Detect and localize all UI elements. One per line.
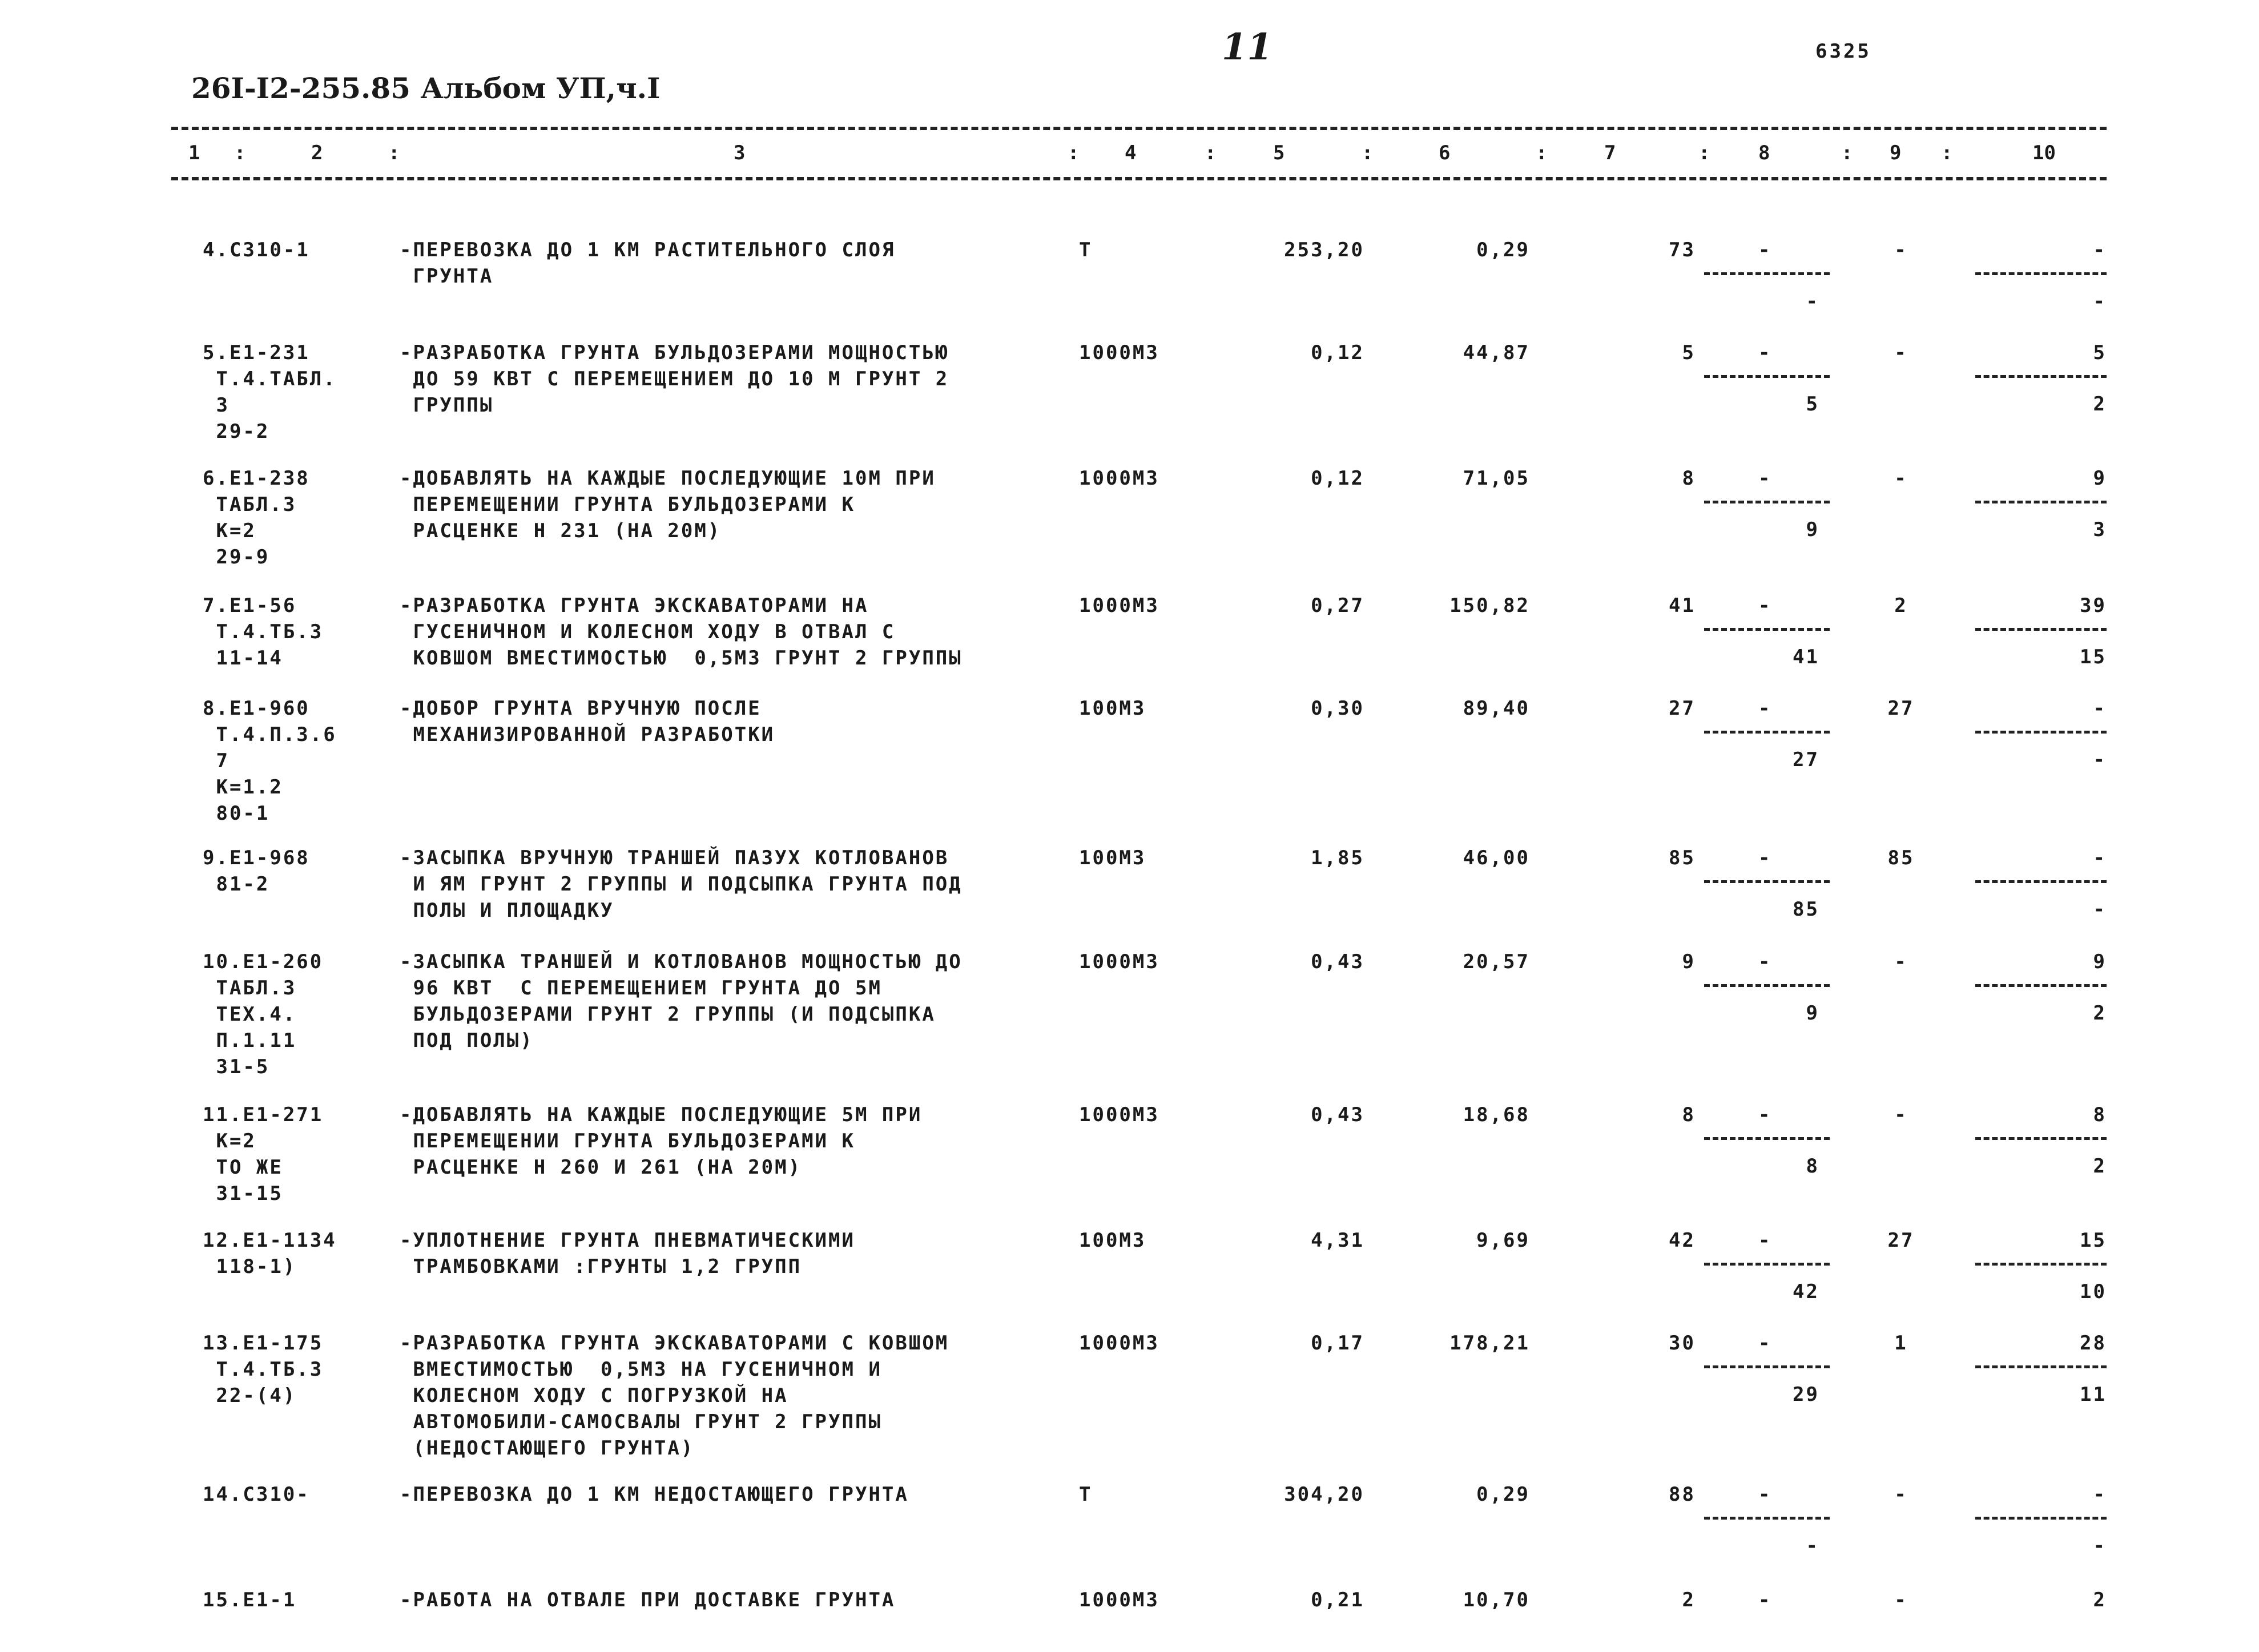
total-cost: 2 (1682, 1589, 1696, 1611)
unit-of-measure: 100М3 (1079, 847, 1146, 869)
sheet-number: 6325 (1815, 40, 1871, 63)
quantity: 0,12 (1311, 341, 1364, 364)
quantity: 0,27 (1311, 594, 1364, 617)
col8-value-numerator: - (1758, 594, 1772, 617)
column-separator: : (1362, 142, 1374, 164)
col8-value-fraction-bar (1704, 501, 1830, 503)
rate-code: 15.Е1-1 (203, 1589, 297, 1611)
work-description: -УПЛОТНЕНИЕ ГРУНТА ПНЕВМАТИЧЕСКИМИ ТРАМБОВКАМИ :ГРУНТЫ 1,2 ГРУПП (400, 1229, 855, 1278)
col9-value: 27 (1887, 697, 1915, 720)
col8-value-denominator: 27 (1793, 748, 1819, 771)
unit-of-measure: 100М3 (1079, 697, 1146, 720)
col10-value-denominator: 2 (2093, 1002, 2107, 1025)
total-cost: 9 (1682, 950, 1696, 973)
col10-value-numerator: 5 (2093, 341, 2107, 364)
rate-code: 8.Е1-960 Т.4.П.3.6 7 К=1.2 80-1 (203, 697, 337, 825)
col10-value-numerator: 39 (2080, 594, 2107, 617)
col10-value-numerator: 8 (2093, 1103, 2107, 1126)
unit-price: 46,00 (1463, 847, 1530, 869)
col9-value: - (1894, 341, 1908, 364)
col8-value-numerator: - (1758, 950, 1772, 973)
rate-code: 5.Е1-231 Т.4.ТАБЛ. 3 29-2 (203, 341, 337, 443)
rate-code: 7.Е1-56 Т.4.ТБ.3 11-14 (203, 594, 324, 670)
unit-price: 89,40 (1463, 697, 1530, 720)
work-description: -ПЕРЕВОЗКА ДО 1 КМ НЕДОСТАЮЩЕГО ГРУНТА (400, 1483, 909, 1506)
col8-value-numerator: - (1758, 239, 1772, 261)
quantity: 0,43 (1311, 950, 1364, 973)
col10-value-denominator: - (2093, 898, 2107, 921)
unit-price: 71,05 (1463, 467, 1530, 490)
unit-of-measure: 1000М3 (1079, 950, 1159, 973)
quantity: 0,17 (1311, 1332, 1364, 1355)
column-header-7: 7 (1604, 142, 1616, 164)
col10-value-denominator: - (2093, 748, 2107, 771)
quantity: 304,20 (1284, 1483, 1364, 1506)
quantity: 0,43 (1311, 1103, 1364, 1126)
unit-of-measure: 1000М3 (1079, 341, 1159, 364)
col9-value: 2 (1894, 594, 1908, 617)
unit-price: 10,70 (1463, 1589, 1530, 1611)
unit-of-measure: 100М3 (1079, 1229, 1146, 1252)
rate-code: 13.Е1-175 Т.4.ТБ.3 22-(4) (203, 1332, 324, 1407)
column-separator: : (1205, 142, 1217, 164)
unit-of-measure: 1000М3 (1079, 1103, 1159, 1126)
col10-value-denominator: - (2093, 1534, 2107, 1557)
unit-price: 178,21 (1449, 1332, 1530, 1355)
col10-value-fraction-bar (1975, 375, 2107, 378)
col9-value: 27 (1887, 1229, 1915, 1252)
col9-value: - (1894, 1589, 1908, 1611)
column-separator: : (1941, 142, 1953, 164)
col8-value-numerator: - (1758, 1483, 1772, 1506)
unit-of-measure: Т (1079, 1483, 1093, 1506)
work-description: -ЗАСЫПКА ТРАНШЕЙ И КОТЛОВАНОВ МОЩНОСТЬЮ ДО 96 КВТ С ПЕРЕМЕЩЕНИЕМ ГРУНТА ДО 5М БУЛЬДОЗЕРАМИ ГРУНТ 2 ГРУППЫ (И ПОДСЫПКА ПОД ПОЛЫ) (400, 950, 963, 1052)
rate-code: 6.Е1-238 ТАБЛ.3 К=2 29-9 (203, 467, 310, 569)
col8-value-denominator: 9 (1806, 1002, 1819, 1025)
total-cost: 5 (1682, 341, 1696, 364)
col10-value-numerator: - (2093, 847, 2107, 869)
column-separator: : (1068, 142, 1080, 164)
unit-price: 20,57 (1463, 950, 1530, 973)
work-description: -РАЗРАБОТКА ГРУНТА ЭКСКАВАТОРАМИ НА ГУСЕНИЧНОМ И КОЛЕСНОМ ХОДУ В ОТВАЛ С КОВШОМ ВМЕСТИМОСТЬЮ 0,5М3 ГРУНТ 2 ГРУППЫ (400, 594, 963, 670)
col10-value-denominator: 2 (2093, 1155, 2107, 1178)
handwritten-page-number: 11 (1222, 26, 1273, 69)
column-header-10: 10 (2032, 142, 2056, 164)
rate-code: 11.Е1-271 К=2 ТО ЖЕ 31-15 (203, 1103, 324, 1205)
col10-value-denominator: 10 (2080, 1280, 2107, 1303)
col10-value-fraction-bar (1975, 731, 2107, 734)
quantity: 0,12 (1311, 467, 1364, 490)
col10-value-numerator: 2 (2093, 1589, 2107, 1611)
rate-code: 9.Е1-968 81-2 (203, 847, 310, 896)
total-cost: 41 (1669, 594, 1696, 617)
col9-value: - (1894, 467, 1908, 490)
document-title: 26I-I2-255.85 Альбом УП,ч.I (191, 71, 661, 105)
unit-price: 150,82 (1449, 594, 1530, 617)
col10-value-numerator: - (2093, 1483, 2107, 1506)
col10-value-fraction-bar (1975, 272, 2107, 275)
col8-value-denominator: - (1806, 1534, 1819, 1557)
work-description: -ЗАСЫПКА ВРУЧНУЮ ТРАНШЕЙ ПАЗУХ КОТЛОВАНОВ И ЯМ ГРУНТ 2 ГРУППЫ И ПОДСЫПКА ГРУНТА ПОД ПОЛЫ И ПЛОЩАДКУ (400, 847, 963, 922)
col8-value-denominator: 29 (1793, 1383, 1819, 1406)
column-separator: : (1698, 142, 1710, 164)
column-separator: : (1536, 142, 1548, 164)
total-cost: 42 (1669, 1229, 1696, 1252)
unit-of-measure: 1000М3 (1079, 594, 1159, 617)
col10-value-numerator: 15 (2080, 1229, 2107, 1252)
col8-value-fraction-bar (1704, 731, 1830, 734)
col8-value-fraction-bar (1704, 1365, 1830, 1368)
unit-price: 18,68 (1463, 1103, 1530, 1126)
work-description: -РАЗРАБОТКА ГРУНТА БУЛЬДОЗЕРАМИ МОЩНОСТЬЮ ДО 59 КВТ С ПЕРЕМЕЩЕНИЕМ ДО 10 М ГРУНТ 2 ГРУППЫ (400, 341, 949, 417)
col8-value-denominator: 5 (1806, 393, 1819, 416)
col10-value-fraction-bar (1975, 628, 2107, 631)
unit-price: 9,69 (1476, 1229, 1530, 1252)
col10-value-fraction-bar (1975, 984, 2107, 987)
column-header-5: 5 (1273, 142, 1285, 164)
work-description: -РАБОТА НА ОТВАЛЕ ПРИ ДОСТАВКЕ ГРУНТА (400, 1589, 896, 1611)
col8-value-denominator: 85 (1793, 898, 1819, 921)
col8-value-fraction-bar (1704, 272, 1830, 275)
col10-value-fraction-bar (1975, 1365, 2107, 1368)
column-header-6: 6 (1439, 142, 1451, 164)
unit-of-measure: 1000М3 (1079, 1589, 1159, 1611)
unit-of-measure: 1000М3 (1079, 467, 1159, 490)
unit-price: 0,29 (1476, 1483, 1530, 1506)
col8-value-numerator: - (1758, 1103, 1772, 1126)
col8-value-fraction-bar (1704, 1517, 1830, 1520)
col10-value-numerator: - (2093, 697, 2107, 720)
unit-price: 44,87 (1463, 341, 1530, 364)
quantity: 1,85 (1311, 847, 1364, 869)
rate-code: 14.С310- (203, 1483, 310, 1506)
column-header-2: 2 (311, 142, 323, 164)
work-description: -ДОБАВЛЯТЬ НА КАЖДЫЕ ПОСЛЕДУЮЩИЕ 5М ПРИ ПЕРЕМЕЩЕНИИ ГРУНТА БУЛЬДОЗЕРАМИ К РАСЦЕНКЕ Н 260 И 261 (НА 20М) (400, 1103, 923, 1179)
col10-value-denominator: 11 (2080, 1383, 2107, 1406)
unit-price: 0,29 (1476, 239, 1530, 261)
col10-value-denominator: 3 (2093, 518, 2107, 541)
col9-value: - (1894, 1103, 1908, 1126)
quantity: 4,31 (1311, 1229, 1364, 1252)
quantity: 0,30 (1311, 697, 1364, 720)
quantity: 253,20 (1284, 239, 1364, 261)
total-cost: 8 (1682, 1103, 1696, 1126)
col8-value-denominator: 9 (1806, 518, 1819, 541)
col8-value-numerator: - (1758, 697, 1772, 720)
col8-value-fraction-bar (1704, 984, 1830, 987)
col8-value-numerator: - (1758, 847, 1772, 869)
col8-value-fraction-bar (1704, 880, 1830, 883)
col10-value-numerator: - (2093, 239, 2107, 261)
column-header-1: 1 (188, 142, 200, 164)
work-description: -РАЗРАБОТКА ГРУНТА ЭКСКАВАТОРАМИ С КОВШОМ ВМЕСТИМОСТЬЮ 0,5М3 НА ГУСЕНИЧНОМ И КОЛЕСНОМ ХОДУ С ПОГРУЗКОЙ НА АВТОМОБИЛИ-САМОСВАЛЫ ГРУНТ 2 ГРУППЫ (НЕДОСТАЮЩЕГО ГРУНТА) (400, 1332, 949, 1460)
col8-value-numerator: - (1758, 1229, 1772, 1252)
col10-value-numerator: 9 (2093, 467, 2107, 490)
total-cost: 30 (1669, 1332, 1696, 1355)
column-separator: : (388, 142, 400, 164)
col10-value-denominator: - (2093, 290, 2107, 313)
col10-value-fraction-bar (1975, 501, 2107, 503)
col9-value: - (1894, 1483, 1908, 1506)
col10-value-denominator: 2 (2093, 393, 2107, 416)
col8-value-numerator: - (1758, 1589, 1772, 1611)
col8-value-numerator: - (1758, 1332, 1772, 1355)
work-description: -ДОБОР ГРУНТА ВРУЧНУЮ ПОСЛЕ МЕХАНИЗИРОВАННОЙ РАЗРАБОТКИ (400, 697, 775, 746)
total-cost: 8 (1682, 467, 1696, 490)
rate-code: 12.Е1-1134 118-1) (203, 1229, 337, 1278)
col10-value-numerator: 9 (2093, 950, 2107, 973)
column-header-4: 4 (1125, 142, 1137, 164)
col8-value-denominator: 42 (1793, 1280, 1819, 1303)
column-header-3: 3 (734, 142, 746, 164)
col10-value-fraction-bar (1975, 880, 2107, 883)
col8-value-numerator: - (1758, 467, 1772, 490)
rate-code: 10.Е1-260 ТАБЛ.3 ТЕХ.4. П.1.11 31-5 (203, 950, 324, 1078)
col8-value-fraction-bar (1704, 1263, 1830, 1266)
col10-value-fraction-bar (1975, 1263, 2107, 1266)
col8-value-numerator: - (1758, 341, 1772, 364)
col8-value-denominator: 8 (1806, 1155, 1819, 1178)
total-cost: 27 (1669, 697, 1696, 720)
col10-value-fraction-bar (1975, 1517, 2107, 1520)
column-separator: : (1841, 142, 1853, 164)
work-description: -ПЕРЕВОЗКА ДО 1 КМ РАСТИТЕЛЬНОГО СЛОЯ ГРУНТА (400, 239, 896, 288)
col10-value-numerator: 28 (2080, 1332, 2107, 1355)
col8-value-fraction-bar (1704, 375, 1830, 378)
col9-value: 85 (1887, 847, 1915, 869)
rate-code: 4.С310-1 (203, 239, 310, 261)
column-header-9: 9 (1890, 142, 1902, 164)
col8-value-denominator: 41 (1793, 646, 1819, 668)
col9-value: - (1894, 239, 1908, 261)
col8-value-fraction-bar (1704, 1137, 1830, 1140)
col10-value-fraction-bar (1975, 1137, 2107, 1140)
col9-value: - (1894, 950, 1908, 973)
col9-value: 1 (1894, 1332, 1908, 1355)
column-separator: : (234, 142, 246, 164)
column-header-8: 8 (1758, 142, 1770, 164)
col8-value-fraction-bar (1704, 628, 1830, 631)
table-top-rule (171, 127, 2107, 130)
unit-of-measure: Т (1079, 239, 1093, 261)
quantity: 0,21 (1311, 1589, 1364, 1611)
total-cost: 85 (1669, 847, 1696, 869)
col10-value-denominator: 15 (2080, 646, 2107, 668)
table-header-rule (171, 177, 2107, 180)
total-cost: 88 (1669, 1483, 1696, 1506)
work-description: -ДОБАВЛЯТЬ НА КАЖДЫЕ ПОСЛЕДУЮЩИЕ 10М ПРИ ПЕРЕМЕЩЕНИИ ГРУНТА БУЛЬДОЗЕРАМИ К РАСЦЕНКЕ Н 231 (НА 20М) (400, 467, 936, 542)
col8-value-denominator: - (1806, 290, 1819, 313)
unit-of-measure: 1000М3 (1079, 1332, 1159, 1355)
total-cost: 73 (1669, 239, 1696, 261)
